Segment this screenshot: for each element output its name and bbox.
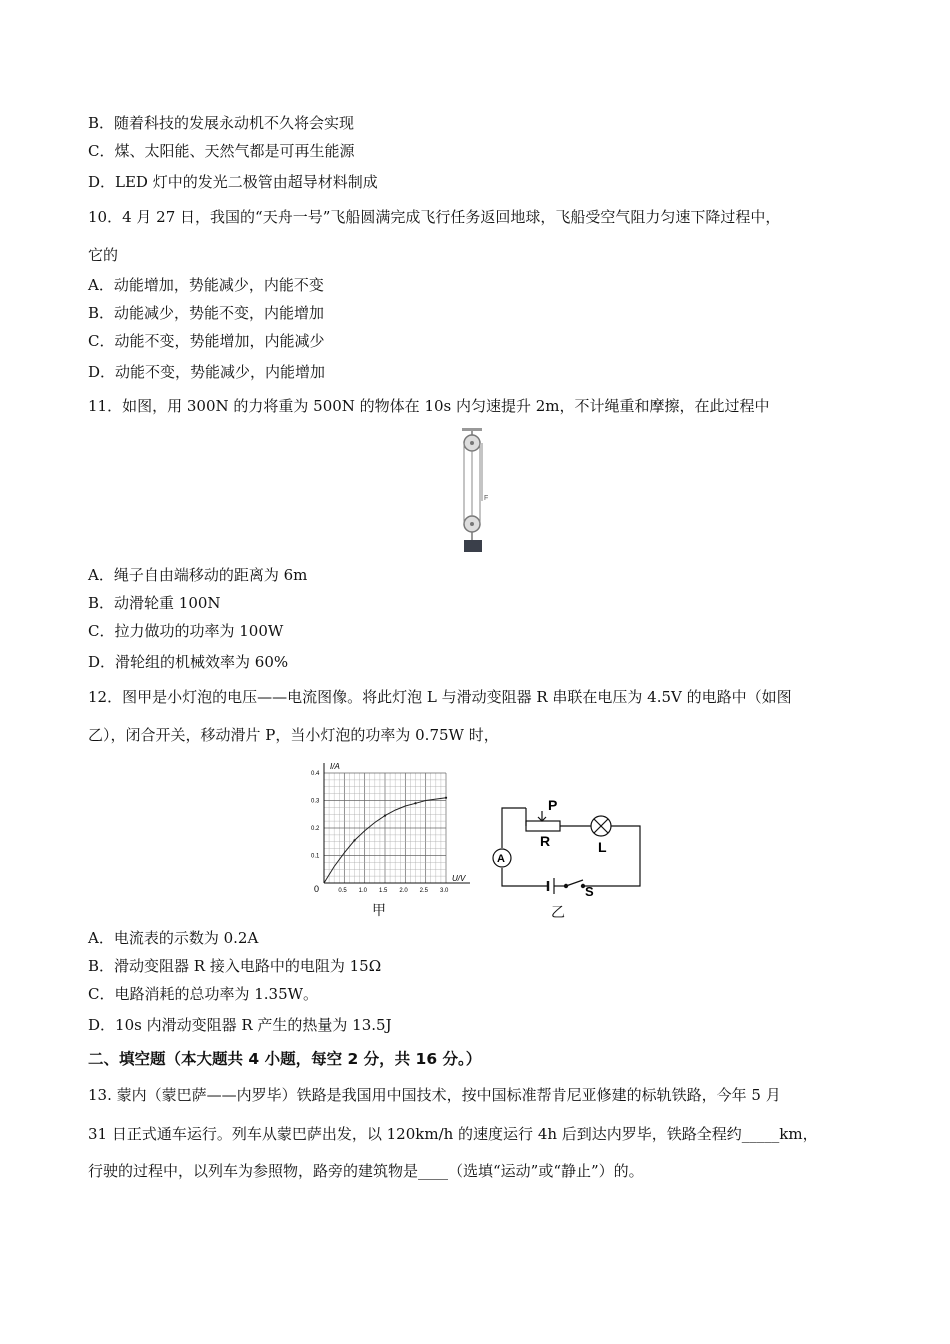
switch-label: S — [585, 884, 594, 898]
x-tick-label: 1.5 — [379, 888, 388, 894]
q9-option-c: C．煤、太阳能、天然气都是可再生能源 — [88, 142, 355, 160]
caption-jia: 甲 — [372, 903, 386, 919]
x-tick-label: 2.0 — [399, 888, 408, 894]
y-tick-label: 0.3 — [311, 798, 320, 805]
q13-line-3: 行驶的过程中，以列车为参照物，路旁的建筑物是____（选填“运动”或“静止”）的。 — [88, 1162, 644, 1180]
q13-line-2: 31 日正式通车运行。列车从蒙巴萨出发，以 120km/h 的速度运行 4h 后到达内罗毕，铁路全程约_____km， — [88, 1125, 818, 1143]
ammeter-label: A — [497, 853, 505, 865]
x-tick-label: 0.5 — [338, 888, 347, 894]
force-label: F — [484, 495, 489, 502]
q12-option-d: D．10s 内滑动变阻器 R 产生的热量为 13.5J — [88, 1016, 392, 1034]
q11-option-d: D．滑轮组的机械效率为 60% — [88, 653, 289, 671]
q9-option-d: D．LED 灯中的发光二极管由超导材料制成 — [88, 173, 378, 191]
origin-label: 0 — [314, 884, 320, 894]
y-tick-label: 0.2 — [311, 826, 320, 832]
pulley-figure — [448, 426, 496, 556]
rheostat — [526, 821, 560, 831]
q11-option-a: A．绳子自由端移动的距离为 6m — [88, 566, 308, 584]
q10-option-b: B．动能减少，势能不变，内能增加 — [88, 304, 325, 322]
slider-label: P — [548, 797, 558, 813]
y-tick-label: 0.1 — [311, 853, 320, 860]
rheostat-label: R — [540, 833, 551, 849]
q12-stem-line-2: 乙），闭合开关，移动滑片 P，当小灯泡的功率为 0.75W 时， — [88, 726, 499, 744]
caption-yi: 乙 — [551, 905, 565, 921]
q10-option-a: A．动能增加，势能减少，内能不变 — [88, 276, 324, 294]
q10-option-c: C．动能不变，势能增加，内能减少 — [88, 332, 325, 350]
x-tick-label: 1.0 — [358, 888, 368, 894]
y-axis-label: I/A — [330, 762, 340, 771]
q10-stem-line-1: 10．4 月 27 日，我国的“天舟一号”飞船圆满完成飞行任务返回地球，飞船受空气阻力匀速下降过程中， — [88, 208, 781, 226]
x-tick-label: 3.0 — [440, 888, 449, 894]
chart-grid — [324, 763, 470, 883]
q11-option-b: B．动滑轮重 100N — [88, 594, 221, 612]
q11-stem: 11．如图，用 300N 的力将重为 500N 的物体在 10s 内匀速提升 2m，不计绳重和摩擦，在此过程中 — [88, 397, 770, 415]
lamp-label: L — [598, 839, 607, 855]
y-tick-label: 0.4 — [311, 771, 320, 777]
q12-option-b: B．滑动变阻器 R 接入电路中的电阻为 15Ω — [88, 957, 382, 975]
q10-stem-line-2: 它的 — [88, 246, 119, 264]
q11-option-c: C．拉力做功的功率为 100W — [88, 622, 284, 640]
section-heading-fill-in: 二、填空题（本大题共 4 小题，每空 2 分，共 16 分。） — [88, 1050, 482, 1068]
q12-option-c: C．电路消耗的总功率为 1.35W。 — [88, 985, 319, 1003]
x-tick-label: 2.5 — [419, 888, 429, 894]
q9-option-b: B．随着科技的发展永动机不久将会实现 — [88, 114, 355, 132]
q10-option-d: D．动能不变，势能减少，内能增加 — [88, 363, 326, 381]
q13-line-1: 13. 蒙内（蒙巴萨——内罗毕）铁路是我国用中国技术，按中国标准帮肯尼亚修建的标轨铁路，今年 5 月 — [88, 1086, 781, 1104]
q12-stem-line-1: 12．图甲是小灯泡的电压——电流图像。将此灯泡 L 与滑动变阻器 R 串联在电压为 4.5V 的电路中（如图 — [88, 688, 792, 706]
circuit-figure — [486, 796, 646, 898]
x-axis-label: U/V — [452, 874, 466, 883]
q12-option-a: A．电流表的示数为 0.2A — [88, 929, 259, 947]
iu-chart — [306, 757, 478, 897]
